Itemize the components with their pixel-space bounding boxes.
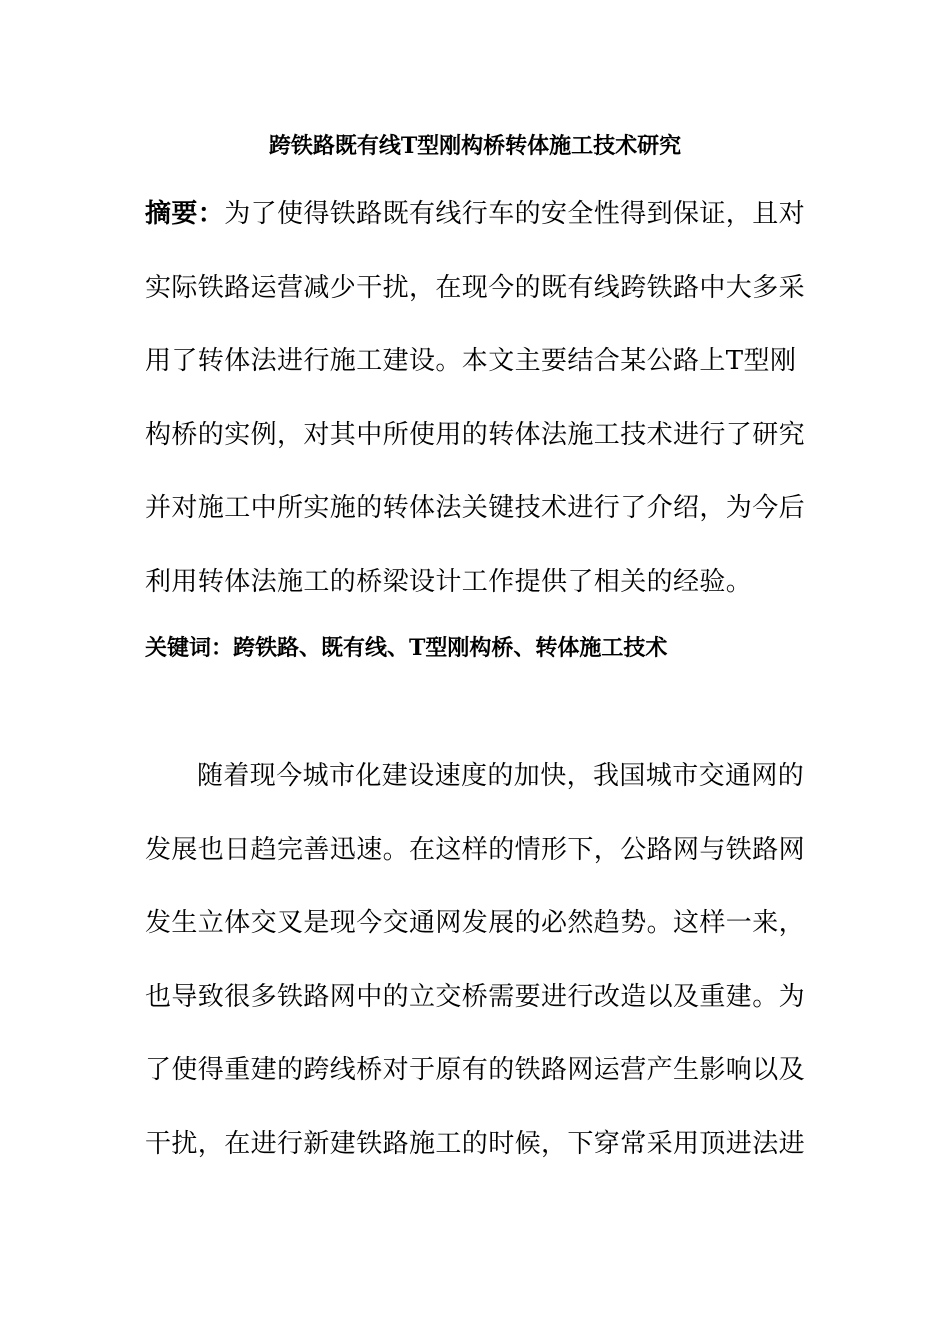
body-line-3: 发生立体交叉是现今交通网发展的必然趋势。这样一来， xyxy=(145,908,806,938)
abstract-line-4: 构桥的实例，对其中所使用的转体法施工技术进行了研究 xyxy=(145,420,806,450)
body-line-5: 了使得重建的跨线桥对于原有的铁路网运营产生影响以及 xyxy=(145,1055,806,1085)
abstract-line-1 xyxy=(145,194,815,234)
abstract-text: 为了使得铁路既有线行车的安全性得到保证，且对 xyxy=(224,199,806,229)
keywords-label: 关键词： xyxy=(145,635,234,661)
abstract-label: 摘要： xyxy=(145,199,225,229)
body-line-6: 干扰，在进行新建铁路施工的时候，下穿常采用顶进法进 xyxy=(145,1129,806,1159)
body-line-4: 也导致很多铁路网中的立交桥需要进行改造以及重建。为 xyxy=(145,982,806,1012)
keywords-text: 跨铁路、既有线、T型刚构桥、转体施工技术 xyxy=(233,635,668,661)
abstract-line-6: 利用转体法施工的桥梁设计工作提供了相关的经验。 xyxy=(145,567,753,597)
abstract-line-5: 并对施工中所实施的转体法关键技术进行了介绍，为今后 xyxy=(145,493,806,523)
abstract-line-2: 实际铁路运营减少干扰，在现今的既有线跨铁路中大多采 xyxy=(145,273,806,303)
abstract-line-3: 用了转体法进行施工建设。本文主要结合某公路上T型刚 xyxy=(145,346,797,376)
body-line-1: 随着现今城市化建设速度的加快，我国城市交通网的 xyxy=(197,761,805,791)
keywords-line xyxy=(145,628,815,668)
document-title: 跨铁路既有线T型刚构桥转体施工技术研究 xyxy=(268,133,682,159)
body-line-2: 发展也日趋完善迅速。在这样的情形下，公路网与铁路网 xyxy=(145,835,806,865)
